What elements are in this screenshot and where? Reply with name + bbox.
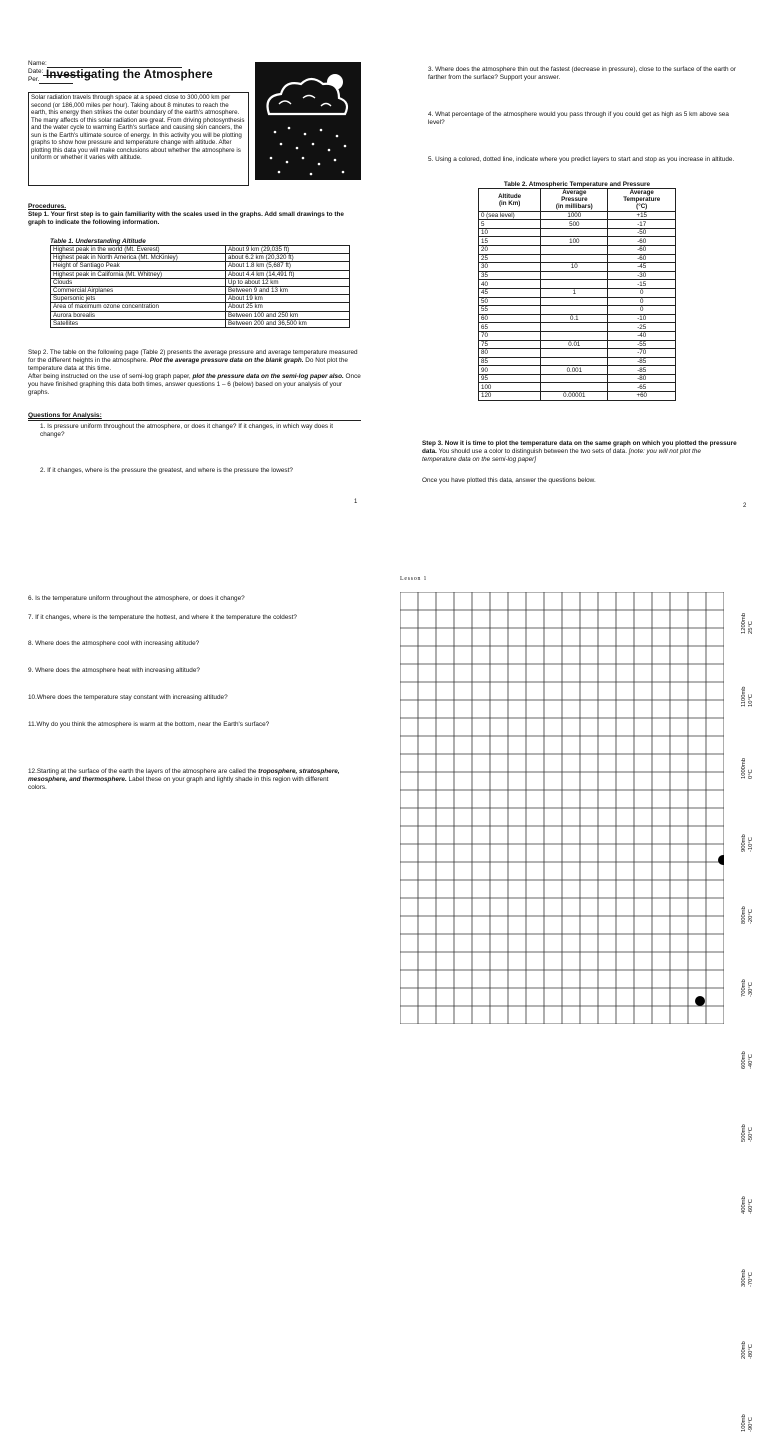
pressure-label: 300mb (741, 1268, 747, 1287)
pressure-cell: 0.00001 (541, 392, 608, 401)
pressure-cell (541, 228, 608, 237)
temperature-cell: -55 (608, 340, 676, 349)
table-row (51, 246, 350, 254)
questions-heading: Questions for Analysis: (28, 412, 102, 419)
temperature-cell: -80 (608, 374, 676, 383)
table-row (479, 280, 676, 289)
pressure-cell: 1 (541, 288, 608, 297)
question-10: 10.Where does the temperature stay constant with increasing altitude? (28, 694, 228, 701)
header-altitude: Altitude (in Km) (479, 189, 541, 212)
y-axis-label (741, 1051, 754, 1069)
header-temperature: Average Temperature (°C) (608, 189, 676, 212)
temperature-cell: -60 (608, 254, 676, 263)
question-12: 12.Starting at the surface of the earth the layers of the atmosphere are called the troposphere, stratosphere, mesosphere, and thermosphere. Label these on your graph and lightly shade in this region with different colors. (28, 768, 340, 791)
feature-cell: Highest peak in North America (Mt. McKinley) (51, 254, 226, 262)
altitude-cell: 10 (479, 228, 541, 237)
temperature-cell: 0 (608, 288, 676, 297)
pressure-label: 1000mb (741, 758, 747, 779)
table-row (479, 288, 676, 297)
temperature-cell: -85 (608, 366, 676, 375)
y-axis-label (741, 1269, 754, 1287)
temperature-label: -80°C (747, 1344, 754, 1359)
table1-caption: Table 1. Understanding Altitude (50, 238, 146, 245)
temperature-label: -40°C (747, 1054, 754, 1069)
pressure-cell: 0.01 (541, 340, 608, 349)
question-7: 7. If it changes, where is the temperature the hottest, and where it the temperature the coldest? (28, 614, 297, 621)
lesson-label: Lesson 1 (400, 576, 428, 582)
temperature-cell: 0 (608, 306, 676, 315)
question-8: 8. Where does the atmosphere cool with increasing altitude? (28, 640, 200, 647)
pressure-label: 800mb (741, 906, 747, 924)
table-row (479, 331, 676, 340)
altitude-cell: Between 100 and 250 km (226, 311, 350, 319)
table-row (51, 270, 350, 278)
pressure-cell (541, 271, 608, 280)
altitude-cell: About 4.4 km (14,491 ft) (226, 270, 350, 278)
temperature-label: -30°C (747, 981, 754, 997)
altitude-cell: 55 (479, 306, 541, 315)
page-number-1: 1 (354, 499, 358, 505)
storm-cloud-image (255, 62, 361, 180)
table-row (479, 263, 676, 272)
altitude-cell: 15 (479, 237, 541, 246)
y-axis-label (741, 834, 754, 852)
pressure-cell (541, 349, 608, 358)
pressure-label: 200mb (741, 1341, 747, 1359)
altitude-cell: 60 (479, 314, 541, 323)
altitude-cell: About 19 km (226, 295, 350, 303)
pressure-cell: 500 (541, 220, 608, 229)
y-axis-label (741, 686, 754, 707)
temperature-label: -10°C (747, 836, 754, 852)
temperature-label: 0°C (747, 769, 754, 779)
feature-cell: Highest peak in the world (Mt. Everest) (51, 246, 226, 254)
page-number-2: 2 (743, 503, 747, 509)
temperature-cell: -30 (608, 271, 676, 280)
altitude-cell: Between 200 and 36,500 km (226, 319, 350, 327)
step2-text: Step 2. The table on the following page (Table 2) presents the average pressure and average temperature measured for the different heights in the atmosphere. Plot the average pressure data on the blank graph. Do Not plot the temperature data at this time. After being instructed on the use of semi-log graph paper, plot the pressure data on the semi-log paper also. Once you have finished graphing this data both times, answer questions 1 – 6 (below) based on your analysis of your graphs. (28, 349, 361, 396)
feature-cell: Satellites (51, 319, 226, 327)
table-row (51, 286, 350, 294)
altitude-cell: About 25 km (226, 303, 350, 311)
altitude-cell: 35 (479, 271, 541, 280)
feature-cell: Clouds (51, 278, 226, 286)
altitude-cell: 0 (sea level) (479, 211, 541, 220)
altitude-cell: 85 (479, 357, 541, 366)
feature-cell: Supersonic jets (51, 295, 226, 303)
name-label: Name: (28, 60, 47, 67)
table-row (51, 319, 350, 327)
y-axis-label (741, 613, 754, 634)
pressure-cell (541, 297, 608, 306)
altitude-cell: 65 (479, 323, 541, 332)
altitude-cell: About 1.8 km (5,687 ft) (226, 262, 350, 270)
altitude-cell: 45 (479, 288, 541, 297)
altitude-cell: 90 (479, 366, 541, 375)
pressure-cell: 100 (541, 237, 608, 246)
table-row (51, 262, 350, 270)
altitude-cell: 70 (479, 331, 541, 340)
question-9: 9. Where does the atmosphere heat with increasing altitude? (28, 667, 200, 674)
table-row (51, 278, 350, 286)
question-11: 11.Why do you think the atmosphere is warm at the bottom, near the Earth's surface? (28, 721, 270, 728)
altitude-cell: about 6.2 km (20,320 ft) (226, 254, 350, 262)
header-pressure: Average Pressure (in millibars) (541, 189, 608, 212)
name-blank[interactable] (47, 60, 182, 68)
table-row (479, 245, 676, 254)
question-3: 3. Where does the atmosphere thin out the fastest (decrease in pressure), close to the surface of the earth or farther from the surface? Support your answer. (428, 66, 736, 81)
temperature-cell: -60 (608, 245, 676, 254)
table-row (479, 349, 676, 358)
pressure-label: 700mb (741, 978, 747, 997)
altitude-cell: 95 (479, 374, 541, 383)
temperature-cell: +60 (608, 392, 676, 401)
temperature-cell: -85 (608, 357, 676, 366)
table-row (479, 366, 676, 375)
altitude-cell: 80 (479, 349, 541, 358)
table-row (479, 228, 676, 237)
temperature-cell: -15 (608, 280, 676, 289)
per-label: Per. (28, 76, 40, 83)
temperature-cell: -10 (608, 314, 676, 323)
storm-cloud-icon (255, 62, 361, 180)
pressure-cell (541, 374, 608, 383)
pressure-cell (541, 245, 608, 254)
table-row (479, 211, 676, 220)
temperature-cell: -50 (608, 228, 676, 237)
temperature-label: -60°C (747, 1199, 754, 1214)
temperature-label: -50°C (747, 1126, 754, 1142)
altitude-cell: 100 (479, 383, 541, 392)
pressure-cell: 1000 (541, 211, 608, 220)
feature-cell: Commercial Airplanes (51, 286, 226, 294)
pressure-cell: 10 (541, 263, 608, 272)
divider (28, 420, 361, 421)
pressure-label: 100mb (741, 1413, 747, 1432)
intro-box: Solar radiation travels through space at a speed close to 300,000 km per second (or 186,000 miles per hour). Taking about 8 minutes to reach the earth, this energy then strikes the outer boundary of the earth's atmosphere. The many affects of this solar radiation are great. From driving photosynthesis and the water cycle to warming Earth's surface and causing skin cancers, the sun is the Earth's ultimate source of energy. In this activity you will be plotting graphs to show how pressure and temperature change with altitude. After plotting this data you will make conclusions about whether the atmosphere is uniform or whether it varies with altitude. (28, 92, 249, 186)
table-row (51, 311, 350, 319)
pressure-cell (541, 280, 608, 289)
temperature-cell: -60 (608, 237, 676, 246)
temperature-cell: -65 (608, 383, 676, 392)
temperature-cell: -45 (608, 263, 676, 272)
pressure-cell (541, 306, 608, 315)
feature-cell: Aurora borealis (51, 311, 226, 319)
pressure-cell (541, 323, 608, 332)
step1-text: Step 1. Your first step is to gain familiarity with the scales used in the graphs. Add small drawings to the graph to indicate the following information. (28, 211, 344, 226)
y-axis-label (741, 979, 754, 997)
altitude-cell: 40 (479, 280, 541, 289)
feature-cell: Area of maximum ozone concentration (51, 303, 226, 311)
table-row (479, 314, 676, 323)
question-1: 1. Is pressure uniform throughout the atmosphere, or does it change? If it changes, in which way does it change? (40, 423, 334, 438)
pressure-label: 1100mb (741, 685, 747, 707)
page-title: Investigating the Atmosphere (46, 69, 213, 81)
question-2: 2. If it changes, where is the pressure the greatest, and where is the pressure the lowest? (40, 467, 293, 474)
altitude-cell: 25 (479, 254, 541, 263)
altitude-cell: Up to about 12 km (226, 278, 350, 286)
table-temperature-pressure (478, 181, 676, 401)
temperature-cell: -70 (608, 349, 676, 358)
procedures-heading: Procedures. (28, 203, 67, 210)
step3-text: Step 3. Now it is time to plot the temperature data on the same graph on which you plotted the pressure data. You should use a color to distinguish between the two sets of data. [note: you will not plot the temperature data on the semi-log paper] (422, 440, 737, 463)
temperature-label: -90°C (747, 1416, 754, 1432)
temperature-label: -70°C (747, 1271, 754, 1287)
altitude-cell: 20 (479, 245, 541, 254)
table-row (479, 254, 676, 263)
table-row (479, 383, 676, 392)
pressure-cell (541, 357, 608, 366)
pressure-label: 600mb (741, 1051, 747, 1069)
pressure-cell: 0.1 (541, 314, 608, 323)
pressure-label: 900mb (741, 833, 747, 852)
pressure-cell: 0.001 (541, 366, 608, 375)
temperature-label: -20°C (747, 909, 754, 924)
graph-dot-2 (695, 996, 705, 1006)
question-5: 5. Using a colored, dotted line, indicate where you predict layers to start and stop as you increase in altitude. (428, 156, 735, 163)
table-row (479, 237, 676, 246)
table-row (479, 323, 676, 332)
temperature-cell: -17 (608, 220, 676, 229)
temperature-label: 25°C (747, 621, 754, 634)
pressure-cell (541, 254, 608, 263)
temperature-label: 10°C (747, 693, 754, 707)
temperature-cell: -25 (608, 323, 676, 332)
y-axis-label (741, 1196, 754, 1214)
blank-graph-grid[interactable] (400, 592, 724, 1024)
temperature-cell: +15 (608, 211, 676, 220)
table-row (479, 271, 676, 280)
graph-dot-1 (718, 855, 724, 865)
table-row (479, 340, 676, 349)
altitude-cell: 75 (479, 340, 541, 349)
date-label: Date: (28, 68, 44, 75)
table-row (479, 220, 676, 229)
pressure-label: 400mb (741, 1196, 747, 1214)
question-6: 6. Is the temperature uniform throughout the atmosphere, or does it change? (28, 595, 245, 602)
table-row (479, 374, 676, 383)
temperature-cell: -40 (608, 331, 676, 340)
step3-followup: Once you have plotted this data, answer the questions below. (422, 477, 596, 484)
table2-caption: Table 2. Atmospheric Temperature and Pressure (503, 181, 651, 188)
altitude-cell: 120 (479, 392, 541, 401)
pressure-label: 1200mb (741, 613, 747, 634)
temperature-cell: 0 (608, 297, 676, 306)
y-axis-label (741, 906, 754, 924)
table-row (51, 303, 350, 311)
feature-cell: Highest peak in California (Mt. Whitney) (51, 270, 226, 278)
pressure-label: 500mb (741, 1123, 747, 1142)
y-axis-label (741, 758, 754, 779)
altitude-cell: 30 (479, 263, 541, 272)
altitude-cell: Between 9 and 13 km (226, 286, 350, 294)
y-axis-label (741, 1341, 754, 1359)
feature-cell: Height of Santiago Peak (51, 262, 226, 270)
table-understanding-altitude (50, 238, 350, 328)
altitude-cell: 50 (479, 297, 541, 306)
y-axis-label (741, 1414, 754, 1432)
table-row (479, 392, 676, 401)
pressure-cell (541, 383, 608, 392)
pressure-cell (541, 331, 608, 340)
table-row (479, 297, 676, 306)
table-row (479, 357, 676, 366)
question-4: 4. What percentage of the atmosphere would you pass through if you could get as high as 5 km above sea level? (428, 111, 729, 126)
table-row (479, 306, 676, 315)
y-axis-label (741, 1124, 754, 1142)
table-row (51, 295, 350, 303)
table-row (51, 254, 350, 262)
altitude-cell: About 9 km (29,035 ft) (226, 246, 350, 254)
altitude-cell: 5 (479, 220, 541, 229)
